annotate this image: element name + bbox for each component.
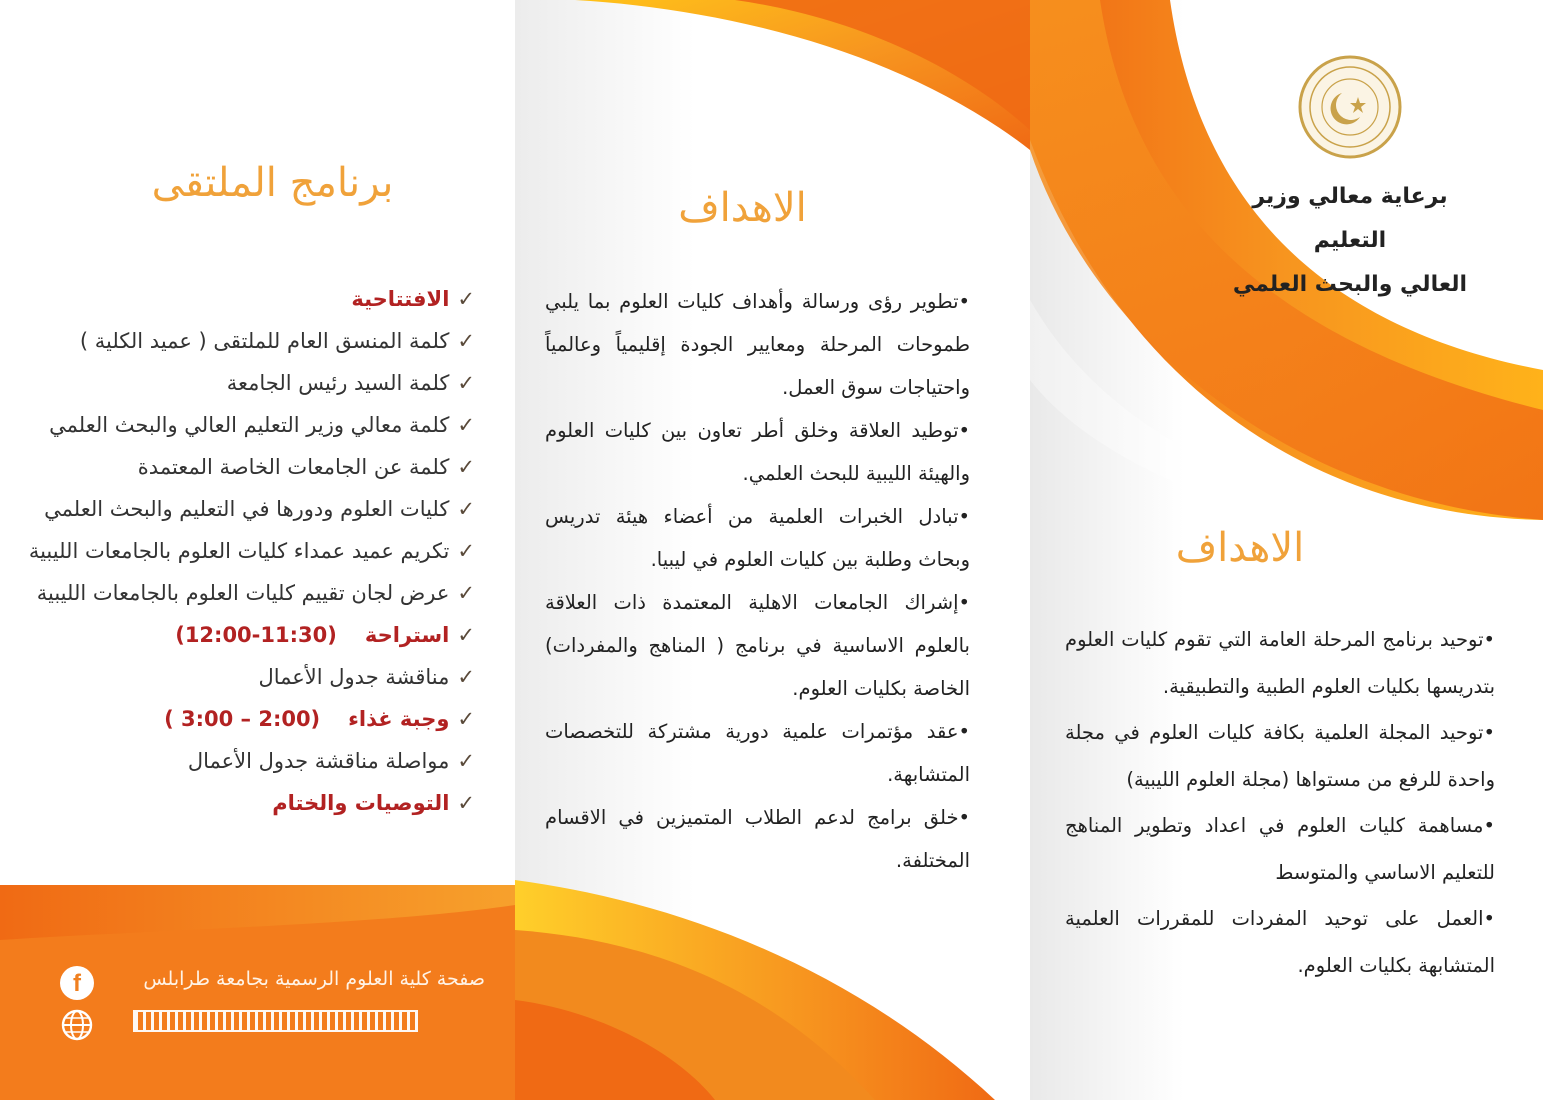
- program-title: برنامج الملتقى: [151, 160, 394, 206]
- program-item: [5, 782, 475, 824]
- program-item-text: استراحة: [364, 623, 450, 647]
- ministry-seal-icon: [1298, 55, 1402, 159]
- middle-goals-list: [545, 280, 970, 882]
- program-item-text: كلمة السيد رئيس الجامعة: [226, 371, 450, 395]
- program-item: [5, 572, 475, 614]
- patron-line-2: العالي والبحث العلمي: [1232, 272, 1468, 297]
- check-icon: ✓: [457, 329, 475, 353]
- program-item-text: التوصيات والختام: [272, 791, 450, 815]
- program-item-time: (12:00-11:30): [175, 623, 337, 647]
- check-icon: ✓: [457, 287, 475, 311]
- goal-item: •مساهمة كليات العلوم في اعداد وتطوير المناهج للتعليم الاساسي والمتوسط: [1065, 814, 1495, 884]
- program-item: [5, 488, 475, 530]
- program-item-text: تكريم عميد عمداء كليات العلوم بالجامعات الليبية: [28, 539, 450, 563]
- program-item: [5, 530, 475, 572]
- program-item-time: ( 3:00 – 2:00): [164, 707, 321, 731]
- check-icon: ✓: [457, 581, 475, 605]
- check-icon: ✓: [457, 455, 475, 479]
- program-item-text: كلمة المنسق العام للملتقى ( عميد الكلية ): [79, 329, 450, 353]
- goal-item: •توحيد المجلة العلمية بكافة كليات العلوم في مجلة واحدة للرفع من مستواها (مجلة العلوم الليبية): [1065, 721, 1495, 791]
- program-item-text: مناقشة جدول الأعمال: [258, 665, 450, 689]
- check-icon: ✓: [457, 497, 475, 521]
- goal-item: •العمل على توحيد المفردات للمقررات العلمية المتشابهة بكليات العلوم.: [1065, 907, 1495, 977]
- goal-item: •تطوير رؤى ورسالة وأهداف كليات العلوم بما يلبي طموحات المرحلة ومعايير الجودة إقليمياً وعالمياً واحتياجات سوق العمل.: [545, 290, 970, 399]
- program-item-text: كلمة عن الجامعات الخاصة المعتمدة: [137, 455, 450, 479]
- right-goals-title: الاهداف: [1175, 525, 1305, 571]
- program-item: [5, 404, 475, 446]
- program-item: [5, 698, 475, 740]
- program-item-text: كليات العلوم ودورها في التعليم والبحث العلمي: [44, 497, 450, 521]
- goal-item: •تبادل الخبرات العلمية من أعضاء هيئة تدريس وبحاث وطلبة بين كليات العلوم في ليبيا.: [545, 505, 970, 571]
- globe-icon[interactable]: [60, 1008, 94, 1042]
- check-icon: ✓: [457, 539, 475, 563]
- check-icon: ✓: [457, 791, 475, 815]
- facebook-page-text[interactable]: صفحة كلية العلوم الرسمية بجامعة طرابلس: [143, 968, 485, 990]
- goal-item: •توحيد برنامج المرحلة العامة التي تقوم كليات العلوم بتدريسها بكليات العلوم الطبية والتطبيقية.: [1065, 628, 1495, 698]
- program-item-text: عرض لجان تقييم كليات العلوم بالجامعات الليبية: [36, 581, 450, 605]
- program-item: [5, 446, 475, 488]
- program-item-text: مواصلة مناقشة جدول الأعمال: [187, 749, 450, 773]
- check-icon: ✓: [457, 707, 475, 731]
- right-goals-list: [1065, 617, 1495, 989]
- patron-line-1: برعاية معالي وزير التعليم: [1252, 184, 1448, 253]
- goal-item: •توطيد العلاقة وخلق أطر تعاون بين كليات العلوم والهيئة الليبية للبحث العلمي.: [545, 419, 970, 485]
- check-icon: ✓: [457, 623, 475, 647]
- check-icon: ✓: [457, 413, 475, 437]
- goal-item: •خلق برامج لدعم الطلاب المتميزين في الاقسام المختلفة.: [545, 806, 970, 872]
- check-icon: ✓: [457, 665, 475, 689]
- middle-goals-title: الاهداف: [678, 185, 807, 231]
- program-item: [5, 656, 475, 698]
- program-item-text: وجبة غذاء: [348, 707, 450, 731]
- program-item-text: كلمة معالي وزير التعليم العالي والبحث العلمي: [49, 413, 450, 437]
- program-list: [5, 278, 475, 824]
- goal-item: •عقد مؤتمرات علمية دورية مشتركة للتخصصات المتشابهة.: [545, 720, 970, 786]
- facebook-icon[interactable]: f: [60, 966, 94, 1000]
- program-item-text: الافتتاحية: [351, 287, 450, 311]
- program-item: [5, 278, 475, 320]
- program-panel: [0, 0, 515, 1100]
- goal-item: •إشراك الجامعات الاهلية المعتمدة ذات العلاقة بالعلوم الاساسية في برنامج ( المناهج والمفردات) الخاصة بكليات العلوم.: [545, 591, 970, 700]
- check-icon: ✓: [457, 749, 475, 773]
- goals-panel-middle: [515, 0, 1030, 1100]
- check-icon: ✓: [457, 371, 475, 395]
- cover-panel: [1030, 0, 1543, 1100]
- website-url-bar[interactable]: [133, 1010, 418, 1032]
- program-item: [5, 362, 475, 404]
- program-item: [5, 320, 475, 362]
- patron-text: [1220, 175, 1480, 307]
- program-item: [5, 614, 475, 656]
- program-item: [5, 740, 475, 782]
